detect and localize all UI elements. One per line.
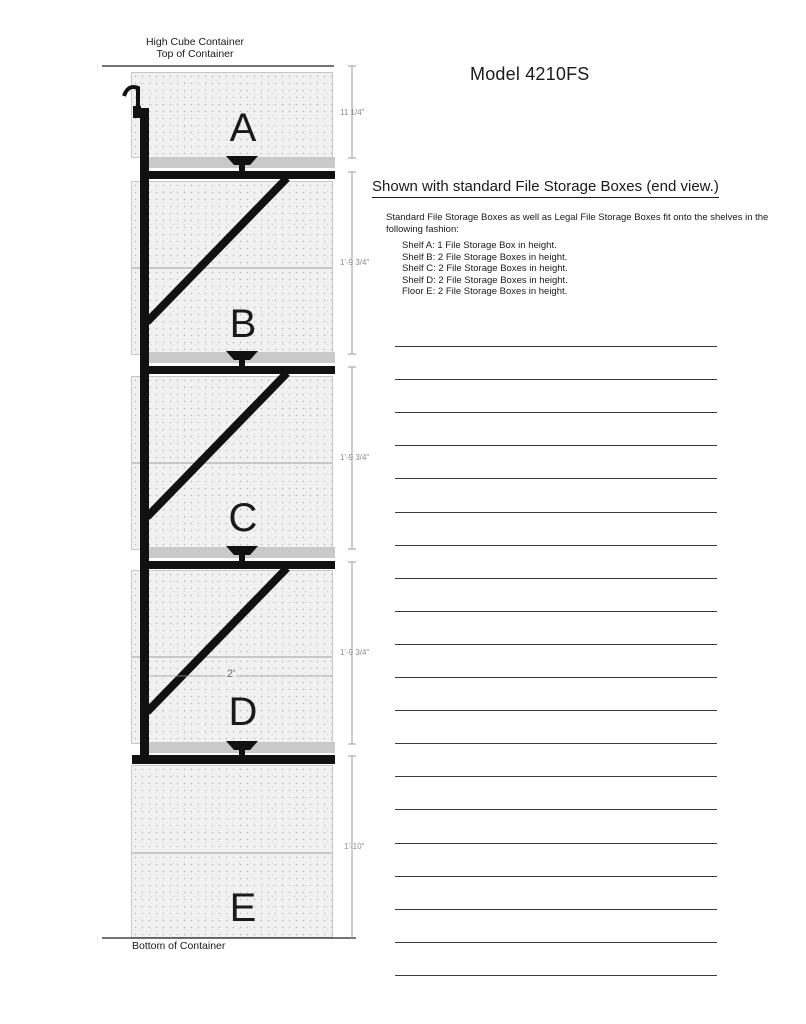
note-line xyxy=(395,677,717,678)
shelf-beam-3 xyxy=(140,561,335,569)
hook-mount xyxy=(133,106,141,118)
shelf-beam-1 xyxy=(140,171,335,179)
note-line xyxy=(395,578,717,579)
shelf-letter-c: C xyxy=(228,496,258,540)
shelf-capacity-b: Shelf B: 2 File Storage Boxes in height. xyxy=(402,251,568,263)
shelf-letter-e: E xyxy=(229,886,257,930)
note-line xyxy=(395,379,717,380)
note-line xyxy=(395,512,717,513)
shelf-letter-d: D xyxy=(228,690,258,734)
dimension-label-b: 1'-9 3/4" xyxy=(340,258,370,267)
dimension-label-e: 1'-10" xyxy=(344,842,365,851)
top-of-container-label: Top of Container xyxy=(156,48,234,60)
shelf-letter-a: A xyxy=(229,106,257,150)
note-line xyxy=(395,809,717,810)
model-title: Model 4210FS xyxy=(470,64,590,84)
note-line xyxy=(395,545,717,546)
note-line xyxy=(395,710,717,711)
dimension-label-d: 1'-9 3/4" xyxy=(340,648,370,657)
depth-label: 2' xyxy=(227,668,236,680)
dimension-label-c: 1'-9 3/4" xyxy=(340,453,370,462)
container-type-label: High Cube Container xyxy=(145,36,245,48)
diagonal-brace-3 xyxy=(147,568,287,712)
dimension-lines xyxy=(348,66,356,938)
intro-text: Standard File Storage Boxes as well as Legal File Storage Boxes fit onto the shelves in the following fashion: xyxy=(386,212,769,235)
note-line xyxy=(395,776,717,777)
floor-capacity-e: Floor E: 2 File Storage Boxes in height. xyxy=(402,286,568,297)
shelf-capacity-d: Shelf D: 2 File Storage Boxes in height. xyxy=(402,274,568,286)
diagonal-brace-1 xyxy=(147,178,287,322)
note-line xyxy=(395,942,717,943)
note-line xyxy=(395,346,717,347)
shelf-capacity-a: Shelf A: 1 File Storage Box in height. xyxy=(402,240,557,251)
hook-bracket xyxy=(124,87,138,108)
note-line xyxy=(395,743,717,744)
note-line xyxy=(395,909,717,910)
vertical-post xyxy=(140,108,149,762)
bottom-of-container-label: Bottom of Container xyxy=(132,940,226,952)
note-line xyxy=(395,478,717,479)
diagonal-brace-2 xyxy=(147,373,287,517)
note-line xyxy=(395,876,717,877)
subtitle: Shown with standard File Storage Boxes (end view.) xyxy=(372,178,719,198)
note-line xyxy=(395,975,717,976)
note-line xyxy=(395,445,717,446)
shelf-letter-b: B xyxy=(229,302,257,346)
shelf-capacity-list xyxy=(402,240,568,298)
shelf-capacity-c: Shelf C: 2 File Storage Boxes in height. xyxy=(402,263,568,274)
floor-beam xyxy=(132,755,335,764)
note-line xyxy=(395,611,717,612)
shelf-beam-2 xyxy=(140,366,335,374)
note-line xyxy=(395,412,717,413)
dimension-label-a: 11 1/4" xyxy=(340,108,365,117)
note-line xyxy=(395,843,717,844)
note-line xyxy=(395,644,717,645)
